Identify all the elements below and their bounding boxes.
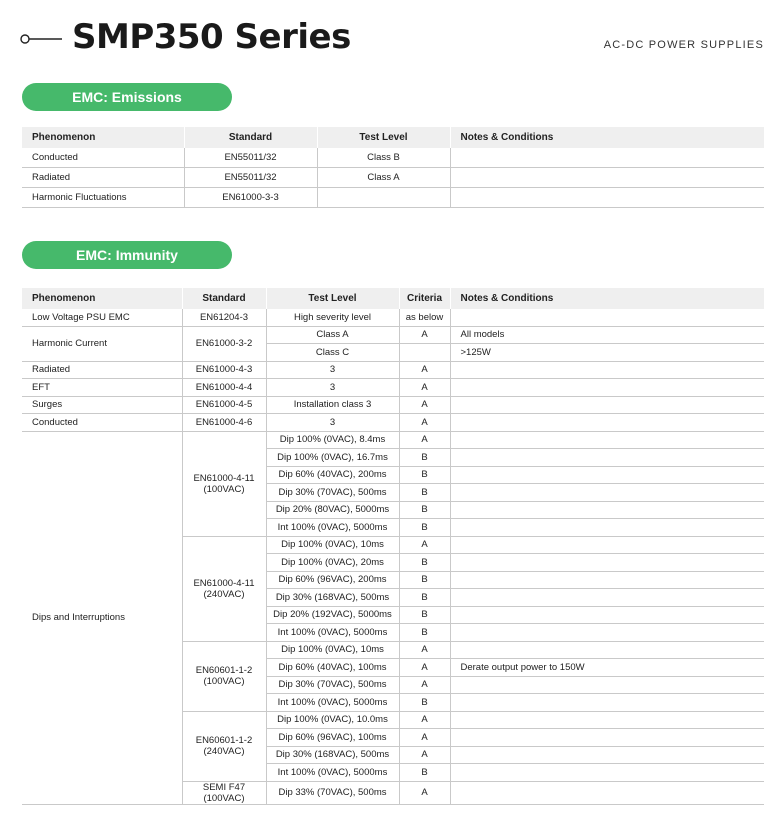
- column-header: Phenomenon: [22, 288, 182, 309]
- column-header: Notes & Conditions: [450, 288, 764, 309]
- criteria-cell: B: [399, 519, 450, 537]
- table-cell: [317, 188, 450, 208]
- phenomenon-cell: Dips and Interruptions: [22, 431, 182, 804]
- notes-cell: [450, 711, 764, 729]
- table-cell: EN61000-3-3: [184, 188, 317, 208]
- test-level-cell: Class A: [266, 326, 399, 344]
- line-circle-icon: [20, 34, 62, 44]
- notes-cell: [450, 554, 764, 572]
- notes-cell: >125W: [450, 344, 764, 362]
- notes-cell: [450, 606, 764, 624]
- table-cell: [450, 188, 764, 208]
- standard-line: EN61000-4-11: [193, 577, 255, 589]
- test-level-cell: Dip 100% (0VAC), 20ms: [266, 554, 399, 572]
- criteria-cell: A: [399, 536, 450, 554]
- table-cell: A: [399, 361, 450, 379]
- criteria-cell: A: [399, 431, 450, 449]
- table-cell: Installation class 3: [266, 396, 399, 414]
- notes-cell: [450, 641, 764, 659]
- table-row: [22, 188, 764, 208]
- notes-cell: [450, 729, 764, 747]
- standard-line: (100VAC): [203, 792, 245, 804]
- table-cell: High severity level: [266, 309, 399, 326]
- criteria-cell: A: [399, 746, 450, 764]
- criteria-cell: B: [399, 571, 450, 589]
- criteria-cell: A: [399, 781, 450, 804]
- table-row: [22, 148, 764, 168]
- emissions-heading: EMC: Emissions: [22, 83, 232, 111]
- table-row: [22, 168, 764, 188]
- notes-cell: [450, 501, 764, 519]
- table-cell: Conducted: [22, 414, 182, 432]
- standard-cell: [182, 431, 266, 536]
- criteria-cell: [399, 344, 450, 362]
- immunity-heading: EMC: Immunity: [22, 241, 232, 269]
- table-cell: EN61000-4-4: [182, 379, 266, 397]
- column-header: Standard: [182, 288, 266, 309]
- standard-line: (240VAC): [203, 746, 245, 757]
- table-cell: 3: [266, 414, 399, 432]
- notes-cell: [450, 519, 764, 537]
- criteria-cell: B: [399, 764, 450, 782]
- column-header: Standard: [184, 127, 317, 148]
- test-level-cell: Dip 60% (40VAC), 100ms: [266, 659, 399, 677]
- page-title: SMP350 Series: [72, 17, 351, 57]
- table-cell: [450, 168, 764, 188]
- notes-cell: [450, 431, 764, 449]
- test-level-cell: Class C: [266, 344, 399, 362]
- table-cell: Conducted: [22, 148, 184, 168]
- standard-line: EN60601-1-2: [195, 735, 253, 746]
- table-cell: Class B: [317, 148, 450, 168]
- notes-cell: [450, 484, 764, 502]
- test-level-cell: Int 100% (0VAC), 5000ms: [266, 694, 399, 712]
- column-header: Phenomenon: [22, 127, 184, 148]
- criteria-cell: B: [399, 449, 450, 467]
- test-level-cell: Dip 30% (168VAC), 500ms: [266, 746, 399, 764]
- criteria-cell: A: [399, 326, 450, 344]
- page-header: [0, 0, 772, 80]
- criteria-cell: A: [399, 676, 450, 694]
- test-level-cell: Dip 30% (168VAC), 500ms: [266, 589, 399, 607]
- notes-cell: [450, 676, 764, 694]
- table-cell: Harmonic Fluctuations: [22, 188, 184, 208]
- criteria-cell: A: [399, 641, 450, 659]
- table-cell: A: [399, 379, 450, 397]
- criteria-cell: B: [399, 554, 450, 572]
- table-cell: [450, 396, 764, 414]
- notes-cell: [450, 449, 764, 467]
- notes-cell: [450, 571, 764, 589]
- criteria-cell: A: [399, 711, 450, 729]
- criteria-cell: B: [399, 501, 450, 519]
- table-cell: [450, 379, 764, 397]
- table-cell: [450, 148, 764, 168]
- notes-cell: [450, 764, 764, 782]
- table-row: [22, 396, 764, 414]
- criteria-cell: A: [399, 729, 450, 747]
- table-cell: 3: [266, 361, 399, 379]
- table-cell: Radiated: [22, 168, 184, 188]
- table-row: [22, 326, 764, 344]
- standard-cell: EN61000-3-2: [182, 326, 266, 361]
- table-row: [22, 361, 764, 379]
- table-cell: 3: [266, 379, 399, 397]
- criteria-cell: B: [399, 624, 450, 642]
- test-level-cell: Int 100% (0VAC), 5000ms: [266, 764, 399, 782]
- table-cell: as below: [399, 309, 450, 326]
- table-cell: A: [399, 396, 450, 414]
- standard-line: (100VAC): [203, 676, 245, 687]
- test-level-cell: Dip 60% (40VAC), 200ms: [266, 466, 399, 484]
- notes-cell: [450, 536, 764, 554]
- test-level-cell: Dip 20% (192VAC), 5000ms: [266, 606, 399, 624]
- table-cell: EN61000-4-6: [182, 414, 266, 432]
- notes-cell: [450, 624, 764, 642]
- test-level-cell: Dip 60% (96VAC), 100ms: [266, 729, 399, 747]
- table-cell: EN61000-4-3: [182, 361, 266, 379]
- table-cell: Low Voltage PSU EMC: [22, 309, 182, 326]
- column-header: Criteria: [399, 288, 450, 309]
- test-level-cell: Dip 60% (96VAC), 200ms: [266, 571, 399, 589]
- standard-line: SEMI F47: [202, 781, 246, 793]
- table-cell: EN55011/32: [184, 168, 317, 188]
- test-level-cell: Dip 33% (70VAC), 500ms: [266, 781, 399, 804]
- standard-cell: [182, 711, 266, 781]
- immunity-table: [22, 288, 765, 805]
- standard-cell: [182, 536, 266, 641]
- notes-cell: [450, 466, 764, 484]
- table-cell: [450, 361, 764, 379]
- test-level-cell: Dip 20% (80VAC), 5000ms: [266, 501, 399, 519]
- test-level-cell: Dip 100% (0VAC), 10ms: [266, 536, 399, 554]
- table-cell: [450, 309, 764, 326]
- standard-line: EN60601-1-2: [195, 665, 253, 676]
- column-header: Notes & Conditions: [450, 127, 764, 148]
- criteria-cell: B: [399, 466, 450, 484]
- test-level-cell: Dip 100% (0VAC), 10ms: [266, 641, 399, 659]
- table-cell: Radiated: [22, 361, 182, 379]
- notes-cell: [450, 589, 764, 607]
- standard-cell: [182, 641, 266, 711]
- test-level-cell: Dip 30% (70VAC), 500ms: [266, 484, 399, 502]
- test-level-cell: Dip 100% (0VAC), 8.4ms: [266, 431, 399, 449]
- table-row: [22, 379, 764, 397]
- test-level-cell: Int 100% (0VAC), 5000ms: [266, 624, 399, 642]
- criteria-cell: B: [399, 484, 450, 502]
- table-cell: EFT: [22, 379, 182, 397]
- standard-line: EN61000-4-11: [193, 472, 255, 484]
- test-level-cell: Dip 30% (70VAC), 500ms: [266, 676, 399, 694]
- emissions-table: [22, 127, 765, 208]
- table-row: [22, 431, 764, 449]
- table-cell: Class A: [317, 168, 450, 188]
- table-cell: Surges: [22, 396, 182, 414]
- notes-cell: [450, 746, 764, 764]
- page-subtitle: AC-DC POWER SUPPLIES: [603, 39, 764, 51]
- table-cell: EN55011/32: [184, 148, 317, 168]
- table-cell: A: [399, 414, 450, 432]
- table-cell: EN61000-4-5: [182, 396, 266, 414]
- phenomenon-cell: Harmonic Current: [22, 326, 182, 361]
- notes-cell: Derate output power to 150W: [450, 659, 764, 677]
- standard-cell: [182, 781, 266, 804]
- test-level-cell: Dip 100% (0VAC), 16.7ms: [266, 449, 399, 467]
- standard-line: (100VAC): [203, 483, 245, 495]
- standard-line: (240VAC): [203, 588, 245, 600]
- notes-cell: [450, 781, 764, 804]
- criteria-cell: B: [399, 606, 450, 624]
- column-header: Test Level: [317, 127, 450, 148]
- test-level-cell: Int 100% (0VAC), 5000ms: [266, 519, 399, 537]
- column-header: Test Level: [266, 288, 399, 309]
- criteria-cell: B: [399, 694, 450, 712]
- table-row: [22, 414, 764, 432]
- notes-cell: All models: [450, 326, 764, 344]
- table-cell: [450, 414, 764, 432]
- table-cell: EN61204-3: [182, 309, 266, 326]
- criteria-cell: A: [399, 659, 450, 677]
- test-level-cell: Dip 100% (0VAC), 10.0ms: [266, 711, 399, 729]
- table-row: [22, 309, 764, 326]
- criteria-cell: B: [399, 589, 450, 607]
- notes-cell: [450, 694, 764, 712]
